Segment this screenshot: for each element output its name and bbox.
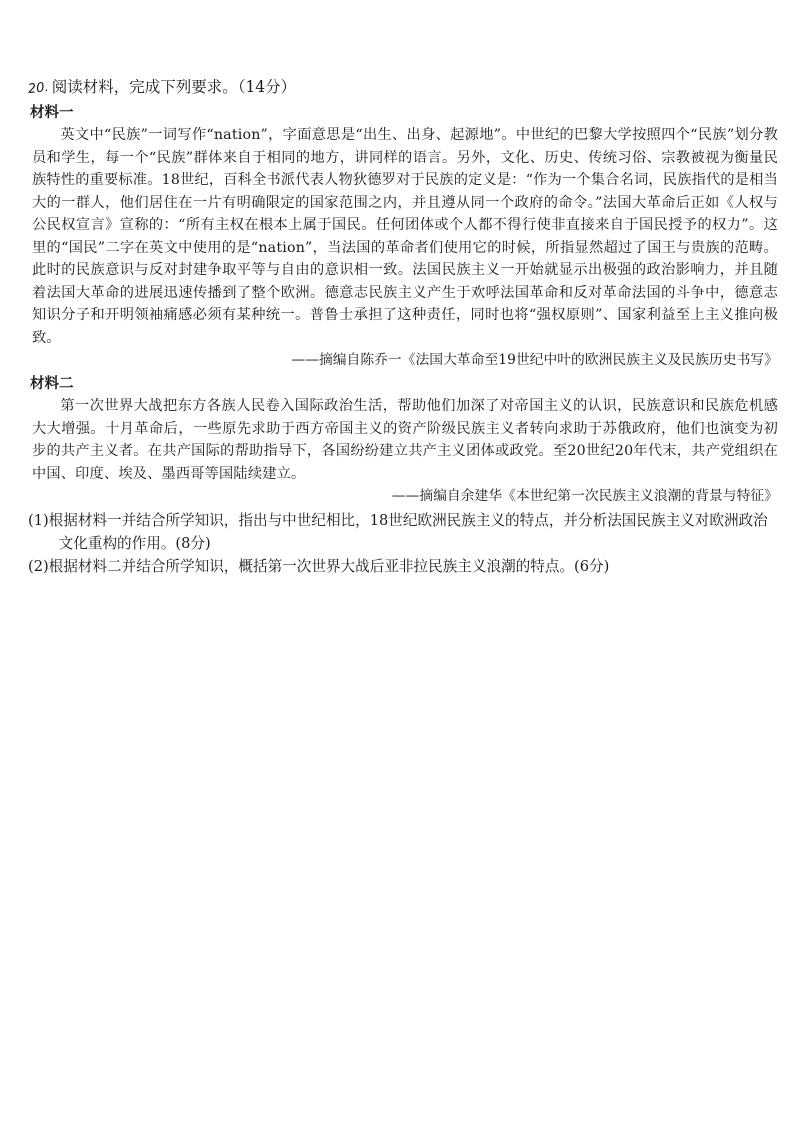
question-header	[28, 76, 782, 100]
question-instruction: 阅读材料，完成下列要求。（14分）	[51, 78, 297, 96]
sub-question-1: (1)根据材料一并结合所学知识，指出与中世纪相比，18世纪欧洲民族主义的特点，并分析法国民族主义对欧洲政治文化重构的作用。(8分)	[28, 512, 768, 552]
material-2-text: 第一次世界大战把东方各族人民卷入国际政治生活，帮助他们加深了对帝国主义的认识，民族意识和民族危机感大大增强。十月革命后，一些原先求助于西方帝国主义的资产阶级民族主义者转向求助于苏俄政府，他们也演变为初步的共产主义者。在共产国际的帮助指导下，各国纷纷建立共产主义团体或政党。至20世纪20年代末，共产党组织在中国、印度、埃及、墨西哥等国陆续建立。	[32, 398, 778, 482]
material-1-source: ——摘编自陈乔一《法国大革命至19世纪中叶的欧洲民族主义及民族历史书写》	[291, 352, 778, 368]
question-number: 20.	[27, 79, 50, 98]
sub-question-2: (2)根据材料二并结合所学知识，概括第一次世界大战后亚非拉民族主义浪潮的特点。(6分)	[28, 558, 610, 575]
material-2-title: 材料二	[30, 376, 74, 392]
material-1-text: 英文中“民族”一词写作“nation”，字面意思是“出生、出身、起源地”。中世纪的巴黎大学按照四个“民族”划分教员和学生，每一个“民族”群体来自于相同的地方，讲同样的语言。另外，文化、历史、传统习俗、宗教被视为衡量民族特性的重要标准。18世纪，百科全书派代表人物狄德罗对于民族的定义是：“作为一个集合名词，民族指代的是相当大的一群人，他们居住在一片有明确限定的国家范围之内，并且遵从同一个政府的命令。”法国大革命后正如《人权与公民权宣言》宣称的：“所有主权在根本上属于国民。任何团体或个人都不得行使非直接来自于国民授予的权力”。这里的“国民”二字在英文中使用的是“nation”，当法国的革命者们使用它的时候，所指显然超过了国王与贵族的范畴。此时的民族意识与反对封建争取平等与自由的意识相一致。法国民族主义一开始就显示出极强的政治影响力，并且随着法国大革命的进展迅速传播到了整个欧洲。德意志民族主义产生于欢呼法国革命和反对革命法国的斗争中，德意志知识分子和开明领袖痛感必须有某种统一。普鲁士承担了这种责任，同时也将“强权原则”、国家利益至上主义推向极致。	[32, 127, 778, 346]
exam-question	[28, 76, 782, 578]
material-1-title: 材料一	[30, 105, 74, 121]
material-2-source: ——摘编自余建华《本世纪第一次民族主义浪潮的背景与特征》	[391, 488, 778, 504]
